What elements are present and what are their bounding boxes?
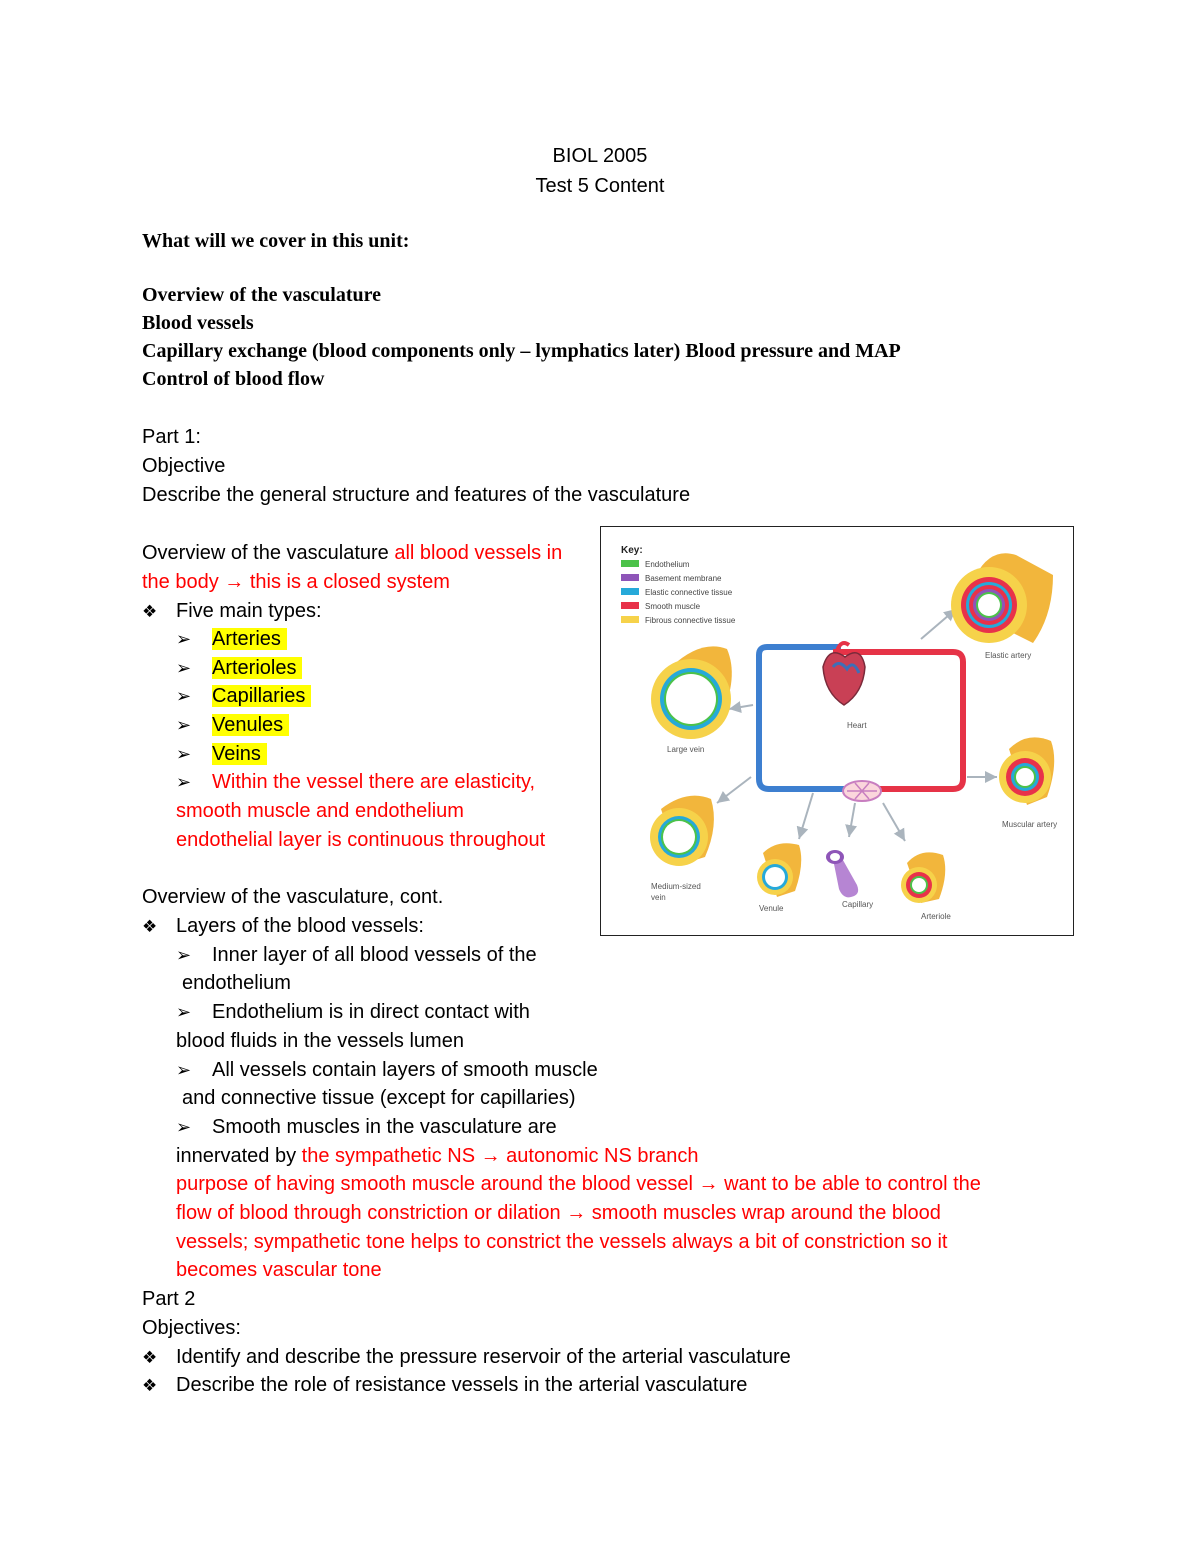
key-swatch: [621, 560, 639, 567]
list-item-text: All vessels contain layers of smooth muscle: [212, 1059, 598, 1081]
medium-vein-label: Medium-sized: [651, 882, 701, 891]
list-item: [176, 768, 535, 797]
unit-topic: Capillary exchange (blood components only – lymphatics later) Blood pressure and MAP: [142, 340, 901, 362]
arrow-to-arteriole: [883, 803, 905, 841]
muscular-artery-label: Muscular artery: [1002, 820, 1058, 829]
list-item: [176, 740, 267, 769]
types-heading-text: Five main types:: [176, 600, 322, 622]
key-swatch: [621, 602, 639, 609]
key-swatch: [621, 574, 639, 581]
list-item-cont: and connective tissue (except for capillaries): [182, 1087, 576, 1109]
list-item-text: innervated by: [176, 1145, 302, 1167]
unit-topic: Overview of the vasculature: [142, 284, 382, 306]
elastic-artery-label: Elastic artery: [985, 651, 1032, 660]
list-item-text: Smooth muscles in the vasculature are: [212, 1116, 557, 1138]
arrow-bullet-icon: ➢: [176, 744, 192, 765]
overview-lead: Overview of the vasculature: [142, 542, 395, 564]
part1-title: Part 1:: [142, 426, 201, 448]
list-item-cont: endothelium: [182, 972, 291, 994]
large-vein-cross-section: [651, 646, 732, 739]
unit-topic: Blood vessels: [142, 312, 254, 334]
unit-topic: Control of blood flow: [142, 368, 325, 390]
capillary-cross-section: [826, 850, 858, 897]
objective-item: [142, 1371, 747, 1400]
list-item: [176, 711, 289, 740]
arrow-to-medium-vein: [717, 777, 751, 803]
key-swatch: [621, 588, 639, 595]
key-item: [621, 574, 722, 583]
red-note: flow of blood through constriction or dilation → smooth muscles wrap around the blood: [176, 1202, 941, 1224]
unit-heading: What will we cover in this unit:: [142, 230, 410, 252]
red-note: the sympathetic NS → autonomic NS branch: [301, 1145, 699, 1167]
list-item: [176, 1113, 557, 1142]
key-label: Fibrous connective tissue: [645, 616, 736, 625]
key-item: [621, 616, 736, 625]
course-title: BIOL 2005: [552, 145, 648, 167]
list-item: [176, 1056, 598, 1085]
vessel-type: Capillaries: [212, 685, 311, 707]
muscular-artery-cross-section: [999, 737, 1054, 805]
overview-note-cont: the body → this is a closed system: [142, 571, 450, 593]
vessel-note: Within the vessel there are elasticity,: [212, 771, 536, 793]
vasculature-diagram: [601, 527, 1073, 935]
diamond-bullet-icon: ❖: [142, 1376, 158, 1396]
large-vein-label: Large vein: [667, 745, 705, 754]
document-subtitle: Test 5 Content: [535, 175, 665, 197]
objective-item: [142, 1343, 791, 1372]
diamond-bullet-icon: ❖: [142, 1348, 158, 1368]
objective-label: Objective: [142, 455, 226, 477]
types-heading: [142, 597, 322, 626]
arrow-bullet-icon: ➢: [176, 658, 192, 679]
objective-item-text: Describe the role of resistance vessels in the arterial vasculature: [176, 1374, 748, 1396]
vasculature-figure: [600, 526, 1074, 936]
vessel-type: Arteries: [212, 628, 287, 650]
red-note: purpose of having smooth muscle around the blood vessel → want to be able to control the: [176, 1173, 981, 1195]
list-item-text: Inner layer of all blood vessels of the: [212, 944, 537, 966]
arrow-to-large-vein: [729, 705, 753, 709]
diamond-bullet-icon: ❖: [142, 602, 158, 622]
elastic-artery-cross-section: [951, 553, 1053, 643]
capillary-label: Capillary: [842, 900, 874, 909]
arrow-bullet-icon: ➢: [176, 686, 192, 707]
overview-line: [142, 539, 562, 567]
list-item-cont: [176, 1142, 699, 1170]
arrow-bullet-icon: ➢: [176, 1060, 192, 1081]
arrow-bullet-icon: ➢: [176, 772, 192, 793]
venule-label: Venule: [759, 904, 784, 913]
key-swatch: [621, 616, 639, 623]
layers-heading-text: Layers of the blood vessels:: [176, 915, 424, 937]
arrow-to-venule: [799, 793, 813, 839]
arrow-to-capillary: [849, 803, 855, 837]
red-note: vessels; sympathetic tone helps to constrict the vessels always a bit of constriction so it: [176, 1231, 948, 1253]
key-label: Basement membrane: [645, 574, 722, 583]
part2-title: Part 2: [142, 1288, 196, 1310]
vessel-type: Arterioles: [212, 657, 302, 679]
overview-note: all blood vessels in: [394, 542, 563, 564]
list-item-cont: blood fluids in the vessels lumen: [176, 1030, 464, 1052]
vessel-note-cont: smooth muscle and endothelium: [176, 800, 464, 822]
key-label: Elastic connective tissue: [645, 588, 733, 597]
arrow-bullet-icon: ➢: [176, 715, 192, 736]
arrow-bullet-icon: ➢: [176, 629, 192, 650]
key-label: Endothelium: [645, 560, 690, 569]
venule-cross-section: [757, 843, 801, 897]
key-item: [621, 560, 690, 569]
arrow-to-elastic-artery: [921, 609, 956, 639]
arteriole-cross-section: [901, 852, 945, 903]
objectives-label: Objectives:: [142, 1317, 241, 1339]
overview-cont-heading: Overview of the vasculature, cont.: [142, 886, 444, 908]
vessel-type: Veins: [212, 743, 267, 765]
medium-vein-label: vein: [651, 893, 666, 902]
arrow-bullet-icon: ➢: [176, 1117, 192, 1138]
list-item: [176, 654, 302, 683]
key-item: [621, 602, 701, 611]
list-item-text: Endothelium is in direct contact with: [212, 1001, 530, 1023]
list-item: [176, 625, 287, 654]
layers-heading: [142, 912, 424, 941]
list-item: [176, 682, 311, 711]
key-title: Key:: [621, 545, 643, 556]
diamond-bullet-icon: ❖: [142, 917, 158, 937]
heart-label: Heart: [847, 721, 867, 730]
key-item: [621, 588, 733, 597]
medium-vein-cross-section: [650, 796, 714, 866]
objective-item-text: Identify and describe the pressure reservoir of the arterial vasculature: [176, 1346, 791, 1368]
objective-text: Describe the general structure and features of the vasculature: [142, 484, 691, 506]
arrow-bullet-icon: ➢: [176, 1002, 192, 1023]
list-item: [176, 998, 530, 1027]
vessel-note-cont: endothelial layer is continuous throughout: [176, 829, 546, 851]
list-item: [176, 941, 537, 970]
vessel-type: Venules: [212, 714, 289, 736]
key-label: Smooth muscle: [645, 602, 701, 611]
red-note: becomes vascular tone: [176, 1259, 382, 1281]
arteriole-label: Arteriole: [921, 912, 951, 921]
arrow-bullet-icon: ➢: [176, 945, 192, 966]
